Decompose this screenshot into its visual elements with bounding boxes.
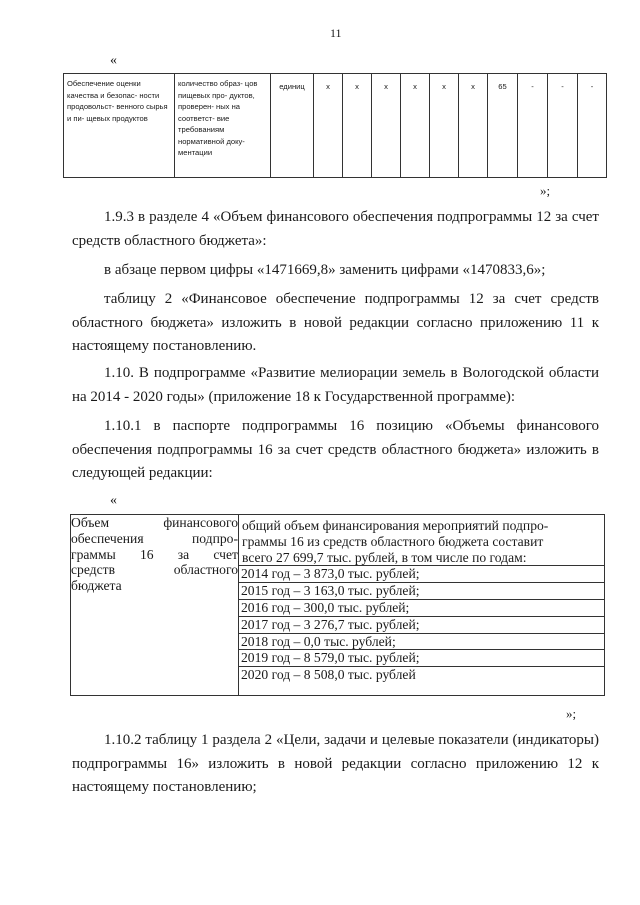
paragraph-1-9-3: 1.9.3 в разделе 4 «Объем финансового обеспечения подпрограммы 12 за счет средств областного бюджета»: bbox=[72, 209, 599, 249]
intro-line: общий объем финансирования мероприятий подпро- bbox=[242, 518, 549, 533]
year-row-2018: 2018 год – 0,0 тыс. рублей; bbox=[239, 633, 604, 650]
table-cell-value: х bbox=[459, 74, 488, 178]
paragraph-abzac: в абзаце первом цифры «1471669,8» заменить цифрами «1470833,6»; bbox=[104, 262, 546, 278]
indicator-table bbox=[63, 73, 607, 178]
paragraph-1-10-1: 1.10.1 в паспорте подпрограммы 16 позицию «Объемы финансового обеспечения подпрограммы 16 за счет средств областного бюджета» изложить в следующей редакции: bbox=[72, 418, 599, 481]
label-line: обеспечения подпро- bbox=[71, 530, 238, 546]
page-number: 11 bbox=[330, 26, 342, 40]
paragraph-table2: таблицу 2 «Финансовое обеспечение подпрограммы 12 за счет средств областного бюджета» изложить в новой редакции согласно приложению 11 к настоящему постановлению. bbox=[72, 291, 599, 354]
close-quote-2: »; bbox=[566, 706, 577, 721]
label-line: граммы 16 за счет bbox=[71, 546, 238, 562]
year-row-2015: 2015 год – 3 163,0 тыс. рублей; bbox=[239, 582, 604, 599]
paragraph-1-10-2: 1.10.2 таблицу 1 раздела 2 «Цели, задачи и целевые показатели (индикаторы) подпрограммы 16» изложить в новой редакции согласно приложению 12 к настоящему постановлению; bbox=[72, 732, 599, 795]
table-cell-value: х bbox=[430, 74, 459, 178]
label-line: Объем финансового bbox=[71, 515, 238, 530]
table-cell-task: Обеспечение оценки качества и безопас- ности продовольст- венного сырья и пи- щевых продуктов bbox=[64, 74, 175, 178]
financing-table bbox=[70, 514, 605, 696]
year-row-2014: 2014 год – 3 873,0 тыс. рублей; bbox=[239, 565, 604, 582]
table-cell-unit: единиц bbox=[271, 74, 314, 178]
open-quote-2: « bbox=[110, 493, 117, 508]
table-cell-value: х bbox=[314, 74, 343, 178]
financing-label-cell bbox=[71, 515, 239, 696]
financing-intro bbox=[239, 515, 604, 565]
table-row bbox=[64, 74, 607, 178]
label-line: бюджета bbox=[71, 578, 122, 594]
table-cell-value: - bbox=[548, 74, 578, 178]
table-cell-value: 65 bbox=[488, 74, 518, 178]
table-cell-value: - bbox=[518, 74, 548, 178]
year-row-2020: 2020 год – 8 508,0 тыс. рублей bbox=[239, 666, 604, 683]
label-line: средств областного bbox=[71, 562, 238, 578]
intro-line: граммы 16 из средств областного бюджета составит bbox=[242, 533, 544, 549]
paragraph-1-10: 1.10. В подпрограмме «Развитие мелиорации земель в Вологодской области на 2014 - 2020 годы» (приложение 18 к Государственной программе): bbox=[72, 365, 599, 405]
year-row-2016: 2016 год – 300,0 тыс. рублей; bbox=[239, 599, 604, 616]
table-cell-indicator: количество образ- цов пищевых про- дуктов, проверен- ных на соответст- вие требованиям нормативной доку- ментации bbox=[175, 74, 271, 178]
table-row bbox=[71, 515, 605, 696]
table-cell-value: х bbox=[343, 74, 372, 178]
table-cell-value: - bbox=[578, 74, 607, 178]
table-cell-value: х bbox=[372, 74, 401, 178]
financing-details-cell bbox=[239, 515, 605, 696]
open-quote-1: « bbox=[110, 53, 117, 68]
year-row-2017: 2017 год – 3 276,7 тыс. рублей; bbox=[239, 616, 604, 633]
table-cell-value: х bbox=[401, 74, 430, 178]
close-quote-1: »; bbox=[540, 183, 551, 198]
year-row-2019: 2019 год – 8 579,0 тыс. рублей; bbox=[239, 649, 604, 666]
intro-line: всего 27 699,7 тыс. рублей, в том числе по годам: bbox=[242, 549, 527, 565]
